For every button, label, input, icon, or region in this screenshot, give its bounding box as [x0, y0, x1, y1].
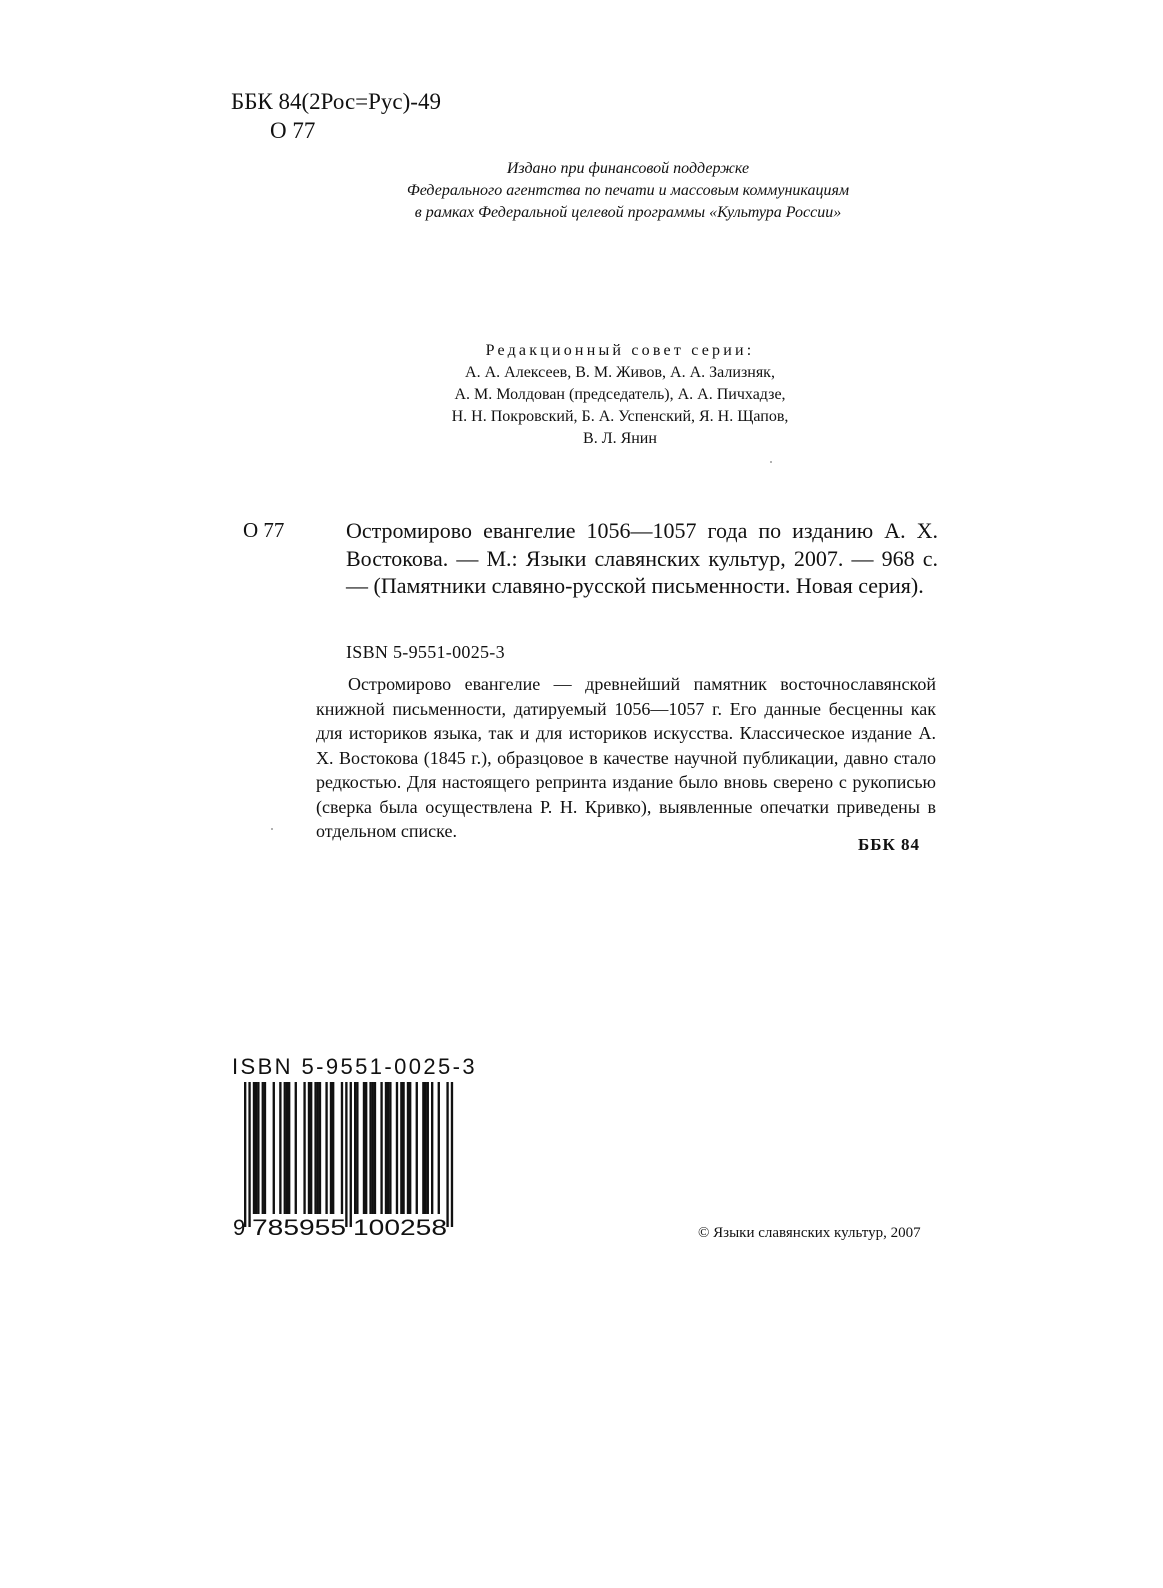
ean-left-digits: 785955: [252, 1215, 346, 1238]
barcode-bar: [389, 1082, 391, 1214]
bbk-short-code: ББК 84: [858, 835, 921, 854]
barcode-bar: [345, 1082, 347, 1227]
barcode-bar: [387, 1082, 389, 1214]
barcode-bar: [257, 1082, 259, 1214]
barcode-bar: [303, 1082, 305, 1214]
editorial-board-line: А. М. Молдован (председатель), А. А. Пичхадзе,: [454, 386, 786, 403]
barcode-bar: [350, 1082, 352, 1227]
barcode-bar: [385, 1082, 387, 1214]
barcode-bar: [422, 1082, 424, 1214]
barcode-bar: [407, 1082, 409, 1214]
ean-leading-digit: 9: [233, 1215, 246, 1238]
barcode-bar: [310, 1082, 312, 1214]
copyright-notice: © Языки славянских культур, 2007: [698, 1225, 921, 1241]
barcode-bar: [295, 1082, 297, 1214]
barcode-bar: [332, 1082, 334, 1214]
funding-note-line: Федерального агентства по печати и массовым коммуникациям: [406, 182, 850, 199]
barcode-isbn-label: ISBN 5-9551-0025-3: [232, 1054, 477, 1079]
annotation-text: Остромирово евангелие — древнейший памятник восточнославянской книжной письменности, датируемый 1056—1057 г. Его данные бесценны как для историков языка, так и для историков искусства. Классическое издание А. Х. Востокова (1845 г.), образцовое в качестве научной публикации, давно стало редкостью. Для настоящего репринта издание было вновь сверено с рукописью (сверка была осуществлена Р. Н. Кривко), выявленные опечатки приведены в отдельном списке.: [316, 674, 936, 841]
barcode-bar: [424, 1082, 426, 1214]
speck: [271, 828, 273, 830]
barcode-bar: [431, 1082, 433, 1214]
barcode-bar: [380, 1082, 382, 1214]
barcode-bar: [244, 1082, 246, 1227]
barcode-bar: [446, 1082, 448, 1227]
editorial-board-line: Н. Н. Покровский, Б. А. Успенский, Я. Н. Щапов,: [451, 408, 789, 425]
barcode-bar: [264, 1082, 266, 1214]
isbn-barcode: [232, 1054, 477, 1238]
barcode-bar: [427, 1082, 429, 1214]
catalog-entry-mark: О 77: [243, 518, 285, 542]
barcode-bar: [374, 1082, 376, 1214]
barcode-bar: [363, 1082, 365, 1214]
barcode-bar: [308, 1082, 310, 1214]
barcode-bar: [248, 1082, 250, 1227]
barcode-bar: [325, 1082, 327, 1214]
barcode-bar: [369, 1082, 371, 1214]
barcode-bar: [396, 1082, 398, 1214]
barcode-bar: [330, 1082, 332, 1214]
barcode-bar: [402, 1082, 404, 1214]
barcode-bar: [273, 1082, 275, 1214]
barcode-bar: [319, 1082, 321, 1214]
editorial-board-line: А. А. Алексеев, В. М. Живов, А. А. Зализняк,: [465, 364, 775, 381]
barcode-bar: [416, 1082, 418, 1214]
barcode-bar: [365, 1082, 367, 1214]
barcode-bars: [244, 1082, 453, 1227]
barcode-bar: [400, 1082, 402, 1214]
barcode-bar: [284, 1082, 286, 1214]
barcode-bar: [372, 1082, 374, 1214]
editorial-board-line: В. Л. Янин: [583, 430, 657, 447]
barcode-bar: [356, 1082, 358, 1214]
barcode-bar: [253, 1082, 255, 1214]
speck: [770, 461, 772, 463]
barcode-bar: [279, 1082, 281, 1214]
editorial-board-title: Редакционный совет серии:: [485, 342, 755, 359]
barcode-bar: [409, 1082, 411, 1214]
barcode-bar: [354, 1082, 356, 1214]
barcode-bar: [451, 1082, 453, 1227]
barcode-bar: [438, 1082, 440, 1214]
funding-note-line: в рамках Федеральной целевой программы «Культура России»: [414, 204, 842, 221]
barcode-bar: [262, 1082, 264, 1214]
isbn-line: ISBN 5-9551-0025-3: [346, 642, 505, 662]
editorial-board-members: [390, 362, 850, 450]
barcode-graphic: [232, 1082, 464, 1238]
barcode-bar: [286, 1082, 288, 1214]
barcode-bar: [317, 1082, 319, 1214]
bbk-code: ББК 84(2Рос=Рус)-49: [231, 89, 441, 114]
ean-right-digits: 100258: [353, 1215, 447, 1238]
funding-note: [360, 158, 896, 224]
barcode-bar: [255, 1082, 257, 1214]
funding-note-line: Издано при финансовой поддержке: [506, 160, 750, 177]
bibliographic-citation: Остромирово евангелие 1056—1057 года по изданию А. Х. Востокова. — М.: Языки славянских культур, 2007. — 968 с. — (Памятники славяно-русской письменности. Новая серия).: [346, 518, 938, 598]
author-mark: О 77: [270, 118, 316, 143]
barcode-bar: [314, 1082, 316, 1214]
barcode-bar: [288, 1082, 290, 1214]
barcode-bar: [341, 1082, 343, 1214]
